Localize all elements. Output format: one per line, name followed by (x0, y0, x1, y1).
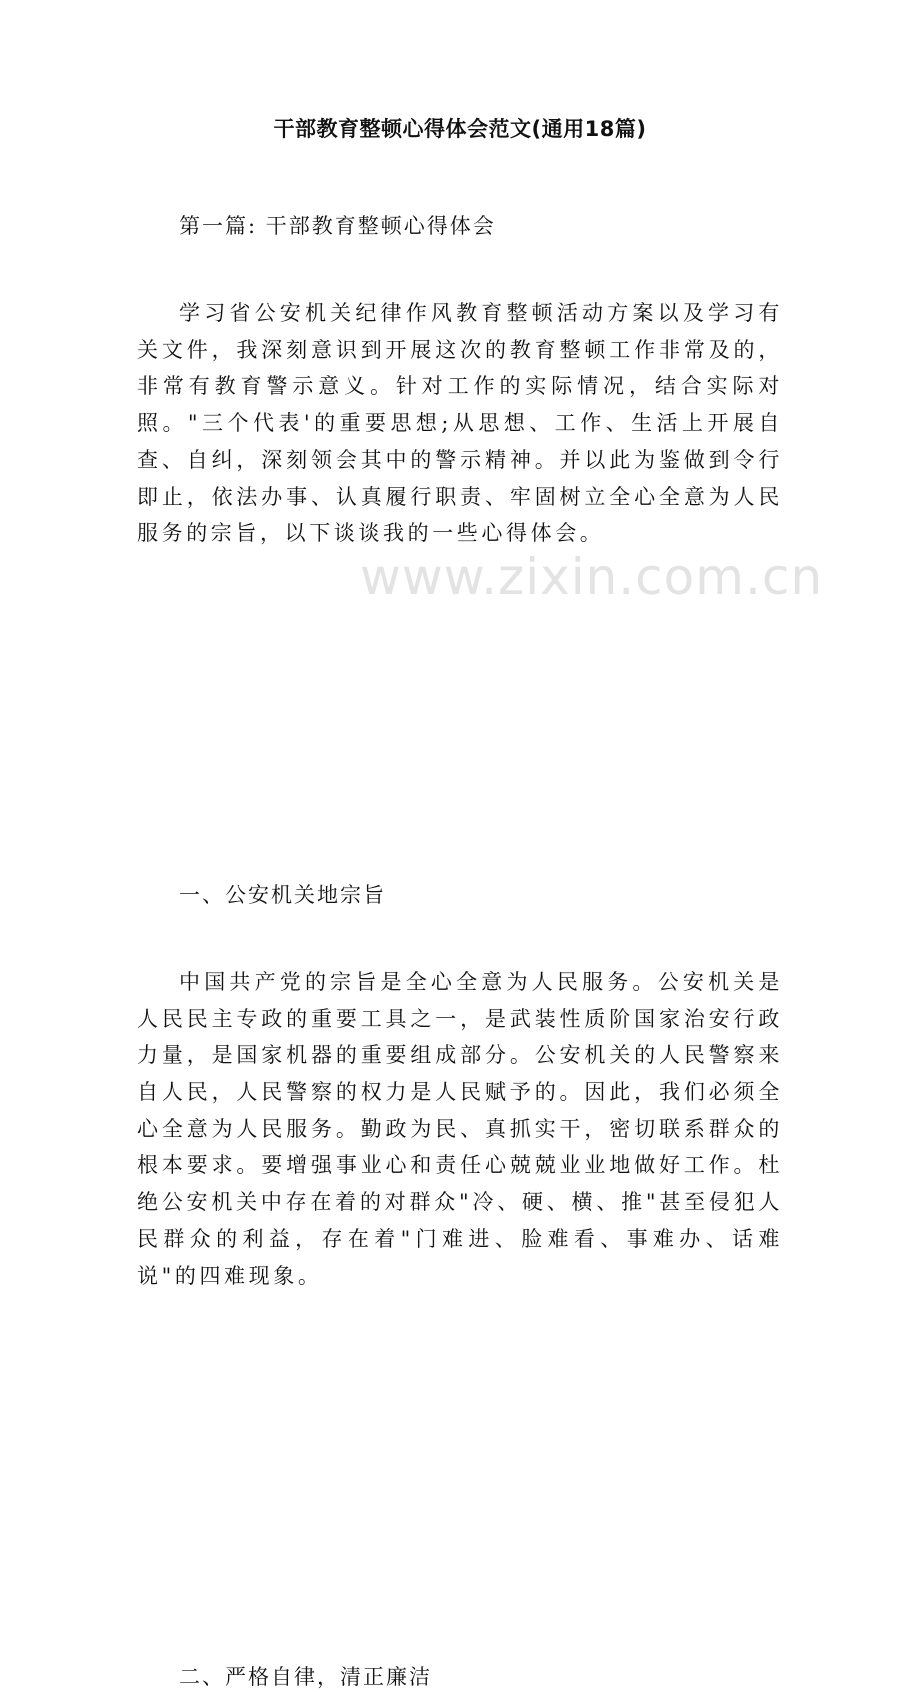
document-title: 干部教育整顿心得体会范文(通用18篇) (273, 117, 647, 141)
paragraph-1: 学习省公安机关纪律作风教育整顿活动方案以及学习有关文件，我深刻意识到开展这次的教育整顿工作非常及的，非常有教育警示意义。针对工作的实际情况，结合实际对照。"三个代表'的重要思想;从思想、工作、生活上开展自查、自纠，深刻领会其中的警示精神。并以此为鉴做到令行即止，依法办事、认真履行职责、牢固树立全心全意为人民服务的宗旨，以下谈谈我的一些心得体会。 (137, 301, 783, 546)
section-heading-2: 二、严格自律，清正廉洁 (179, 1665, 432, 1690)
section-heading-1: 一、公安机关地宗旨 (179, 882, 386, 907)
watermark: www.zixin.com.cn (360, 548, 824, 606)
sub-heading: 第一篇: 干部教育整顿心得体会 (179, 214, 496, 238)
paragraph-2: 中国共产党的宗旨是全心全意为人民服务。公安机关是人民民主专政的重要工具之一，是武装性质阶国家治安行政力量，是国家机器的重要组成部分。公安机关的人民警察来自人民，人民警察的权力是人民赋予的。因此，我们必须全心全意为人民服务。勤政为民、真抓实干，密切联系群众的根本要求。要增强事业心和责任心兢兢业业地做好工作。杜绝公安机关中存在着的对群众"冷、硬、横、推"甚至侵犯人民群众的利益，存在着"门难进、脸难看、事难办、话难说"的四难现象。 (137, 969, 783, 1288)
